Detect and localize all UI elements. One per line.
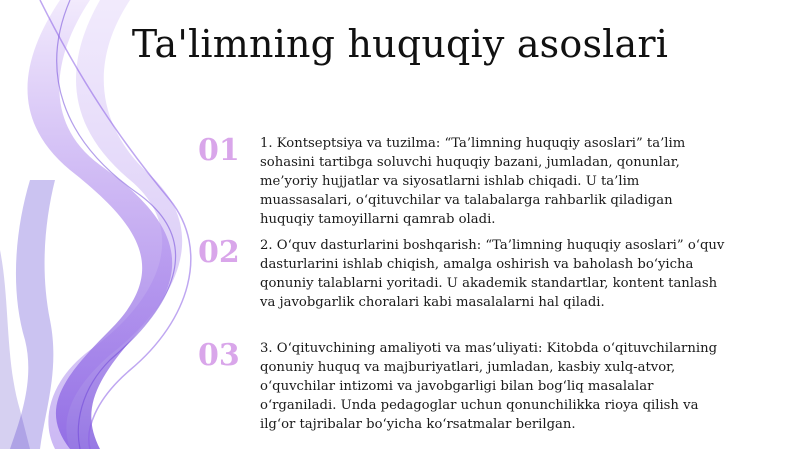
purple-ribbon-decoration [0,0,260,449]
slide-title: Ta'limning huquqiy asoslari [131,22,669,66]
item-number: 01 [198,133,240,168]
item-text: 2. O‘quv dasturlarini boshqarish: “Ta’limning huquqiy asoslari” o‘quv dasturlarini ishlab chiqish, amalga oshirish va baholash bo‘yicha qonuniy talablarni yoritadi. U akademik standartlar, kontent tanlash va javobgarlik choralari kabi masalalarni hal qiladi. [260,238,725,311]
item-text: 3. O‘qituvchining amaliyoti va mas’uliyati: Kitobda o‘qituvchilarning qonuniy huquq va majburiyatlari, jumladan, kasbiy xulq-atvor, o‘quvchilar intizomi va javobgarligi bilan bog‘liq masalalar o‘rganiladi. Unda pedagoglar uchun qonunchilikka rioya qilish va ilg‘or tajribalar bo‘yicha ko‘rsatmalar berilgan. [260,341,718,433]
item-number: 02 [198,235,240,270]
item-text: 1. Kontseptsiya va tuzilma: “Ta’limning huquqiy asoslari” ta’lim sohasini tartibga soluvchi huquqiy bazani, jumladan, qonunlar, me’yoriy hujjatlar va siyosatlarni ishlab chiqadi. U ta’lim muassasalari, o‘qituvchilar va talabalarga rahbarlik qiladigan huquqiy tamoyillarni qamrab oladi. [260,136,686,228]
item-number: 03 [198,338,240,373]
